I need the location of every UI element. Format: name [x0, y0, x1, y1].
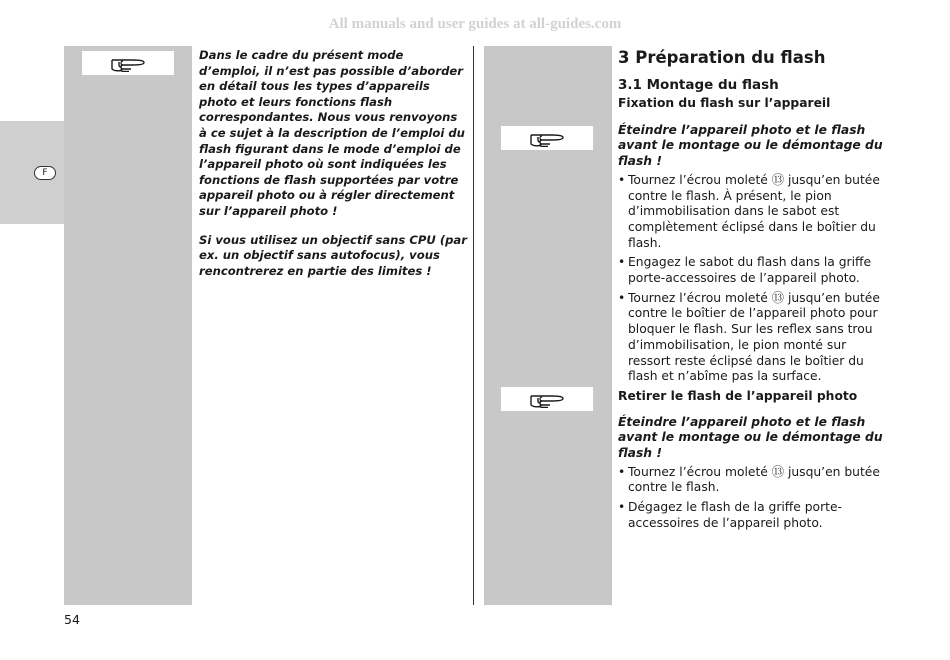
list-item: • Engagez le sabot du flash dans la griffe porte-accessoires de l’appareil photo. [618, 255, 890, 286]
note-icon-box [501, 387, 593, 411]
column-divider [473, 46, 474, 605]
right-content [618, 46, 890, 536]
list-item: • Tournez l’écrou moleté ⑬ jusqu’en butée contre le boîtier de l’appareil photo pour bloquer le flash. Sur les reflex sans trou d’immobilisation, le pion monté sur ressort reste éclipsé dans le boîtier du flash et n’abîme pas la surface. [618, 291, 890, 385]
list-item: • Tournez l’écrou moleté ⑬ jusqu’en butée contre le flash. [618, 465, 890, 496]
fixation-heading: Fixation du flash sur l’appareil [618, 96, 831, 110]
left-margin-column [64, 46, 192, 605]
pointing-hand-icon [530, 129, 564, 147]
note-paragraph: Dans le cadre du présent mode d’emploi, il n’est pas possible d’aborder en détail tous les types d’appareils photo et leurs fonctions flash correspondantes. Nous vous renvoyons à ce sujet à la description de l’emploi du flash figurant dans le mode d’emploi de l’appareil photo où sont indiquées les fonctions de flash supportées par votre appareil photo ou à régler directement sur l’appareil photo ! [199, 48, 465, 218]
note-icon-box [82, 51, 174, 75]
watermark: All manuals and user guides at all-guides.com [328, 16, 622, 32]
note-icon-box [501, 126, 593, 150]
retrait-heading: Retirer le flash de l’appareil photo [618, 388, 858, 403]
subsection-title: 3.1 Montage du flash [618, 77, 779, 93]
fixation-warning: Éteindre l’appareil photo et le flash avant le montage ou le démontage du flash ! [618, 122, 883, 169]
retrait-warning: Éteindre l’appareil photo et le flash avant le montage ou le démontage du flash ! [618, 414, 883, 461]
list-item: • Dégagez le flash de la griffe porte-accessoires de l’appareil photo. [618, 500, 890, 531]
list-item: • Tournez l’écrou moleté ⑬ jusqu’en butée contre le flash. À présent, le pion d’immobilisation dans le sabot est complètement éclipsé dans le boîtier du flash. [618, 173, 890, 252]
language-badge: F [34, 166, 56, 180]
pointing-hand-icon [111, 54, 145, 72]
page-number: 54 [64, 612, 80, 627]
pointing-hand-icon [530, 390, 564, 408]
retrait-steps [618, 465, 890, 532]
note-paragraph: Si vous utilisez un objectif sans CPU (par ex. un objectif sans autofocus), vous rencontrerez en partie des limites ! [199, 232, 467, 278]
left-note [199, 48, 467, 292]
section-title: 3 Préparation du flash [618, 48, 826, 67]
fixation-steps [618, 173, 890, 385]
